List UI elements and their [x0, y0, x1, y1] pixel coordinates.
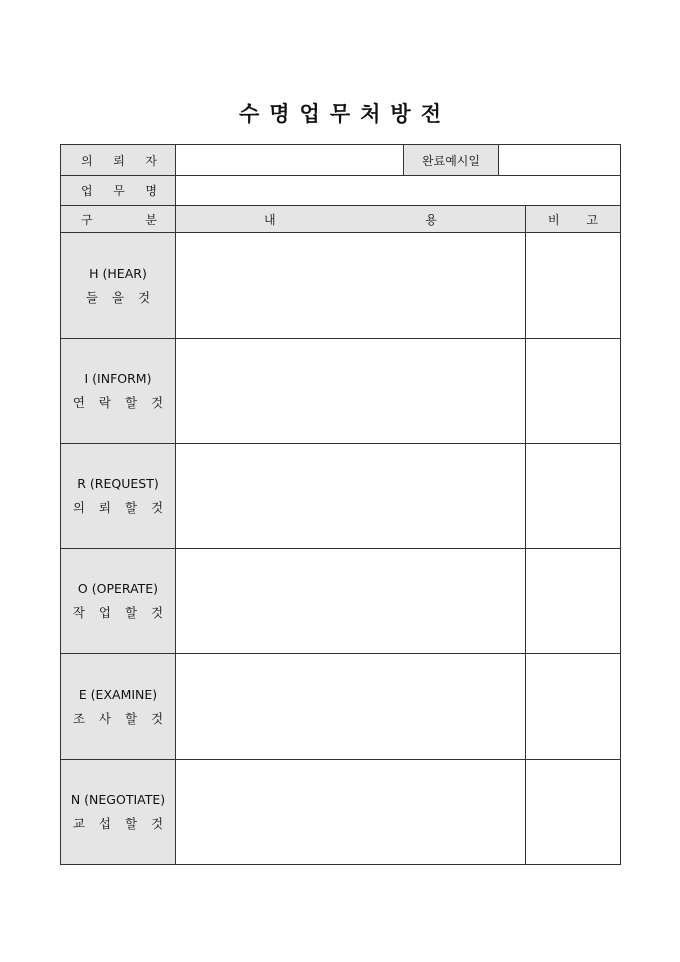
due-date-label: 완료예시일: [404, 145, 499, 176]
content-field-negotiate[interactable]: [176, 760, 526, 864]
column-header-category: 구 분: [61, 206, 176, 233]
content-field-request[interactable]: [176, 444, 526, 549]
page-title: 수명업무처방전: [238, 101, 451, 126]
category-row-examine: E (EXAMINE) 조 사 할 것: [61, 654, 176, 760]
remarks-field-hear[interactable]: [526, 233, 620, 339]
category-row-hear: H (HEAR) 들 을 것: [61, 233, 176, 339]
remarks-field-operate[interactable]: [526, 549, 620, 654]
remarks-field-request[interactable]: [526, 444, 620, 549]
task-name-label: 업 무 명: [61, 176, 176, 206]
due-date-field[interactable]: [499, 145, 620, 176]
remarks-field-negotiate[interactable]: [526, 760, 620, 864]
content-field-operate[interactable]: [176, 549, 526, 654]
content-field-examine[interactable]: [176, 654, 526, 760]
category-row-negotiate: N (NEGOTIATE) 교 섭 할 것: [61, 760, 176, 864]
category-row-request: R (REQUEST) 의 뢰 할 것: [61, 444, 176, 549]
category-row-operate: O (OPERATE) 작 업 할 것: [61, 549, 176, 654]
requester-field[interactable]: [176, 145, 404, 176]
content-field-inform[interactable]: [176, 339, 526, 444]
form-table: [60, 144, 621, 865]
column-header-content: 내 용: [176, 206, 526, 233]
task-name-field[interactable]: [176, 176, 620, 206]
category-row-inform: I (INFORM) 연 락 할 것: [61, 339, 176, 444]
remarks-field-examine[interactable]: [526, 654, 620, 760]
column-header-remarks: 비 고: [526, 206, 620, 233]
requester-label: 의 뢰 자: [61, 145, 176, 176]
content-field-hear[interactable]: [176, 233, 526, 339]
remarks-field-inform[interactable]: [526, 339, 620, 444]
